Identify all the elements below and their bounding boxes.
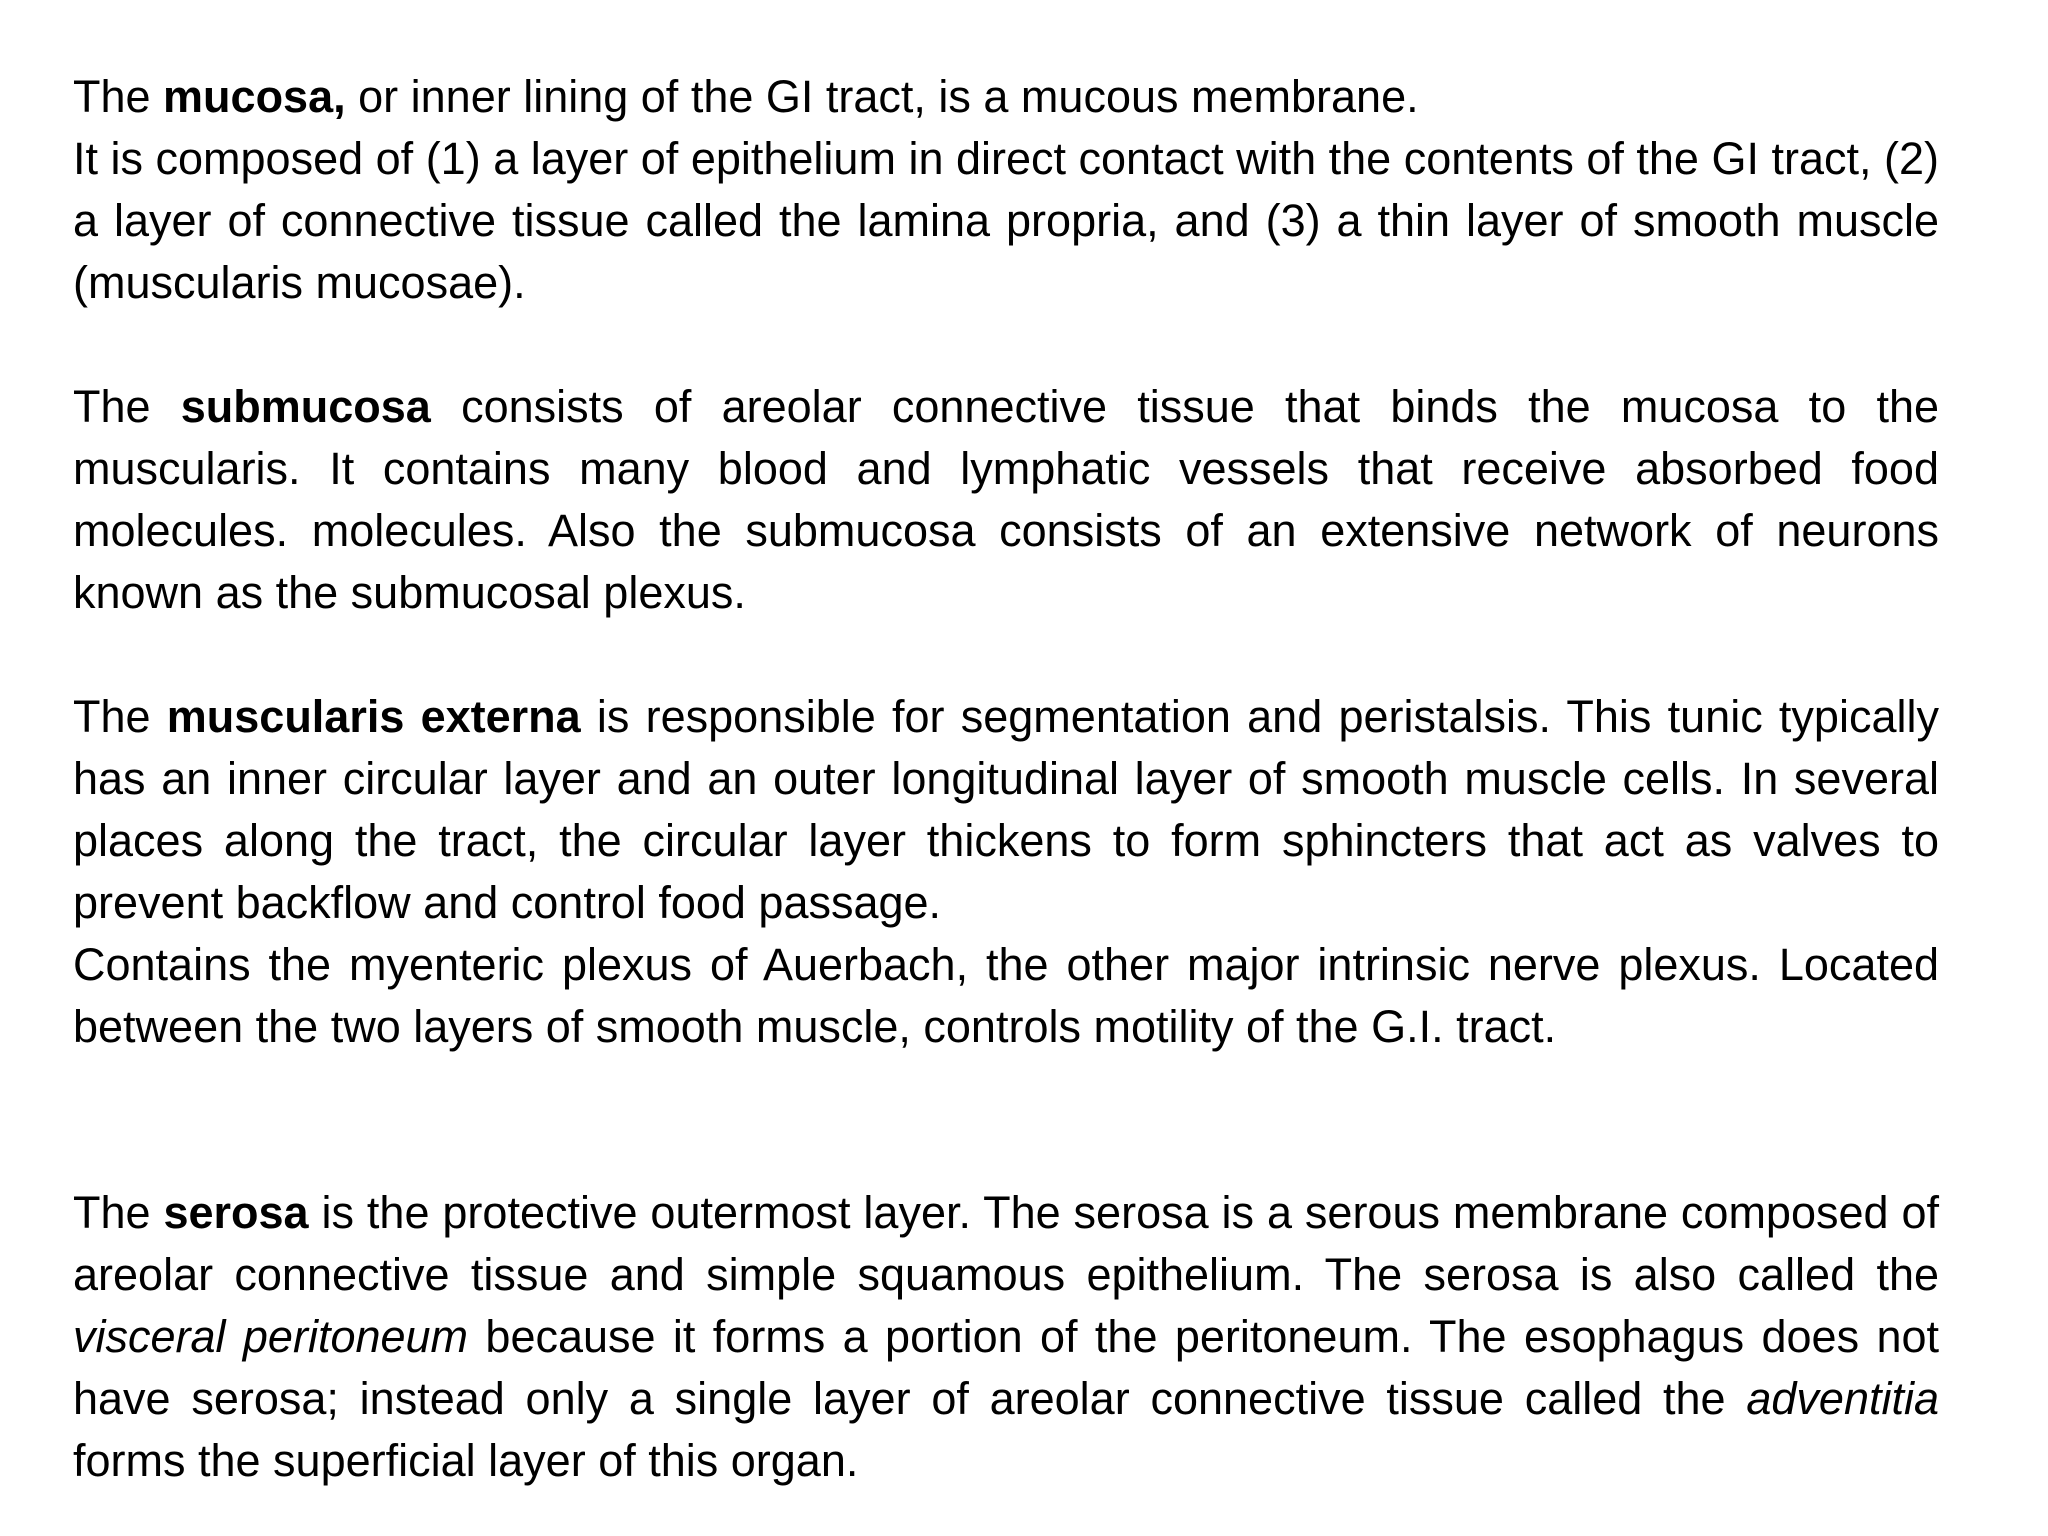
document-page [73, 66, 1939, 1492]
mucosa-composition-paragraph [73, 128, 1939, 314]
muscularis-plexus-paragraph [73, 934, 1939, 1058]
muscularis-definition: is responsible for segmentation and peristalsis. This tunic typically has an inner circular layer and an outer longitudinal layer of smooth muscle cells. In several places along the tract, the circular layer thickens to form sphincters that act as valves to prevent backflow and control food passage. [73, 691, 1939, 928]
serosa-definition-part2: because it forms a portion of the peritoneum. The esophagus does not have serosa; instead only a single layer of areolar connective tissue called the [73, 1311, 1940, 1424]
paragraph-spacer [73, 624, 1939, 686]
serosa-prefix: The [73, 1187, 164, 1238]
adventitia-term: adventitia [1746, 1373, 1939, 1424]
muscularis-paragraph [73, 686, 1939, 934]
muscularis-plexus-text: Contains the myenteric plexus of Auerbach, the other major intrinsic nerve plexus. Located between the two layers of smooth muscle, controls motility of the G.I. tract. [73, 939, 1939, 1052]
visceral-peritoneum-term: visceral peritoneum [73, 1311, 469, 1362]
mucosa-paragraph [73, 66, 1939, 128]
submucosa-definition: consists of areolar connective tissue that binds the mucosa to the muscularis. It contains many blood and lymphatic vessels that receive absorbed food molecules. molecules. Also the submucosa consists of an extensive network of neurons known as the submucosal plexus. [73, 381, 1939, 618]
serosa-term: serosa [163, 1187, 309, 1238]
serosa-paragraph [73, 1182, 1939, 1492]
muscularis-term: muscularis externa [166, 691, 581, 742]
serosa-definition-part1: is the protective outermost layer. The serosa is a serous membrane composed of areolar connective tissue and simple squamous epithelium. The serosa is also called the [73, 1187, 1939, 1300]
paragraph-spacer [73, 314, 1939, 376]
paragraph-spacer [73, 1058, 1939, 1182]
submucosa-prefix: The [73, 381, 181, 432]
mucosa-prefix: The [73, 71, 164, 122]
muscularis-prefix: The [73, 691, 167, 742]
submucosa-paragraph [73, 376, 1939, 624]
submucosa-term: submucosa [180, 381, 431, 432]
serosa-definition-part3: forms the superficial layer of this organ. [73, 1435, 859, 1486]
mucosa-definition: or inner lining of the GI tract, is a mucous membrane. [345, 71, 1419, 122]
mucosa-term: mucosa, [163, 71, 346, 122]
mucosa-composition-text: It is composed of (1) a layer of epithelium in direct contact with the contents of the GI tract, (2) a layer of connective tissue called the lamina propria, and (3) a thin layer of smooth muscle (muscularis mucosae). [73, 133, 1939, 308]
